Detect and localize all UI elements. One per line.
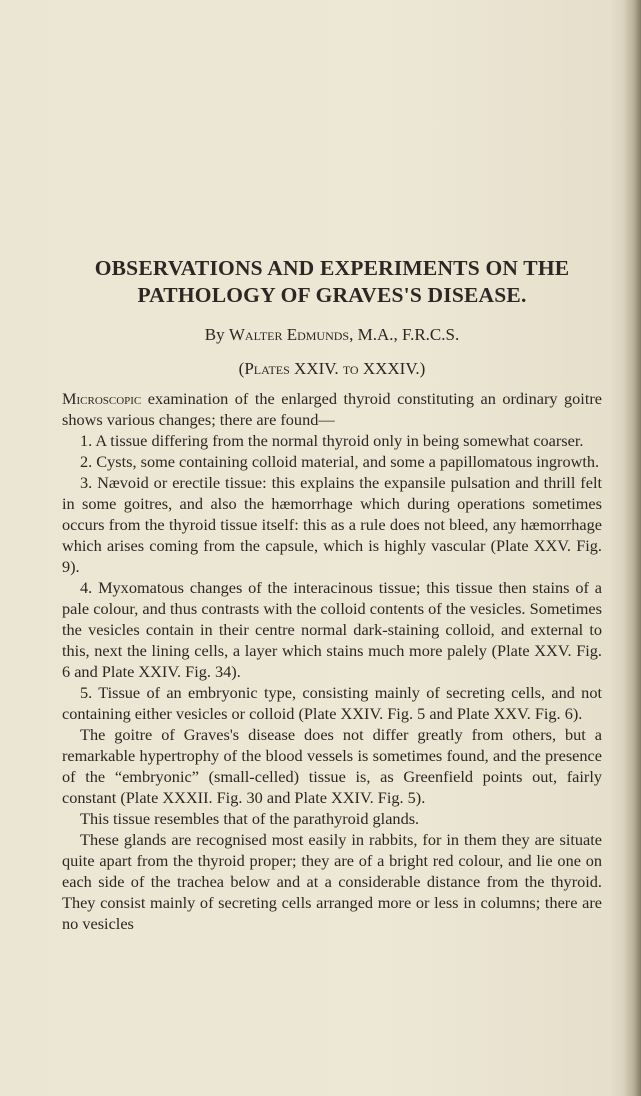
paragraph-text: 1. A tissue differing from the normal thyroid only in being somewhat coarser. [80,431,584,450]
plates-reference: (Plates XXIV. to XXXIV.) [238,359,426,378]
paragraph-text: 4. Myxomatous changes of the interacinous tissue; this tissue then stains of a pale colour, and thus contrasts with the colloid contents of the vesicles. Sometimes the vesicles contain in their centre normal dark-staining colloid, and external to this, next the lining cells, a layer which stains much more palely (Plate XXV. Fig. 6 and Plate XXIV. Fig. 34). [62,578,602,681]
byline-prefix: By [204,325,229,344]
author-name: Walter Edmunds, M.A., F.R.C.S. [228,325,460,344]
paragraph-text: 3. Nævoid or erectile tissue: this explains the expansile pulsation and thrill felt in some goitres, and also the hæmorrhage which during operations sometimes occurs from the thyroid tissue itself: this as a rule does not bleed, any hæmorrhage which arises coming from the capsule, which is highly vascular (Plate XXV. Fig. 9). [62,473,602,576]
paragraph [62,829,602,934]
paragraph [62,808,602,829]
title-line-2: PATHOLOGY OF GRAVES'S DISEASE. [137,283,527,307]
page-edge-shadow [623,0,641,1096]
paragraph-text: This tissue resembles that of the parathyroid glands. [80,809,420,828]
paragraph [62,430,602,451]
paragraph-text: 2. Cysts, some containing colloid material, and some a papillomatous ingrowth. [80,452,600,471]
title-line-1: OBSERVATIONS AND EXPERIMENTS ON THE [94,256,570,280]
paragraph-text: These glands are recognised most easily in rabbits, for in them they are situate quite apart from the thyroid proper; they are of a bright red colour, and lie one on each side of the trachea below and at a considerable distance from the thyroid. They consist mainly of secreting cells arranged more or less in columns; there are no vesicles [62,830,602,933]
body-text [62,388,602,934]
paragraph [62,682,602,724]
article-title [62,255,602,309]
article [62,255,602,934]
paragraph-text: examination of the enlarged thyroid constituting an ordinary goitre shows various changes; there are found— [62,389,602,429]
paragraph [62,724,602,808]
paragraph-text: 5. Tissue of an embryonic type, consisting mainly of secreting cells, and not containing either vesicles or colloid (Plate XXIV. Fig. 5 and Plate XXV. Fig. 6). [62,683,602,723]
byline [62,324,602,346]
paragraph-text: The goitre of Graves's disease does not differ greatly from others, but a remarkable hypertrophy of the blood vessels is sometimes found, and the presence of the “embryonic” (small-celled) tissue is, as Greenfield points out, fairly constant (Plate XXXII. Fig. 30 and Plate XXIV. Fig. 5). [62,725,602,807]
paragraph [62,388,602,430]
paragraph [62,472,602,577]
paragraph [62,451,602,472]
paragraph-lead: Microscopic [62,389,142,408]
paragraph [62,577,602,682]
